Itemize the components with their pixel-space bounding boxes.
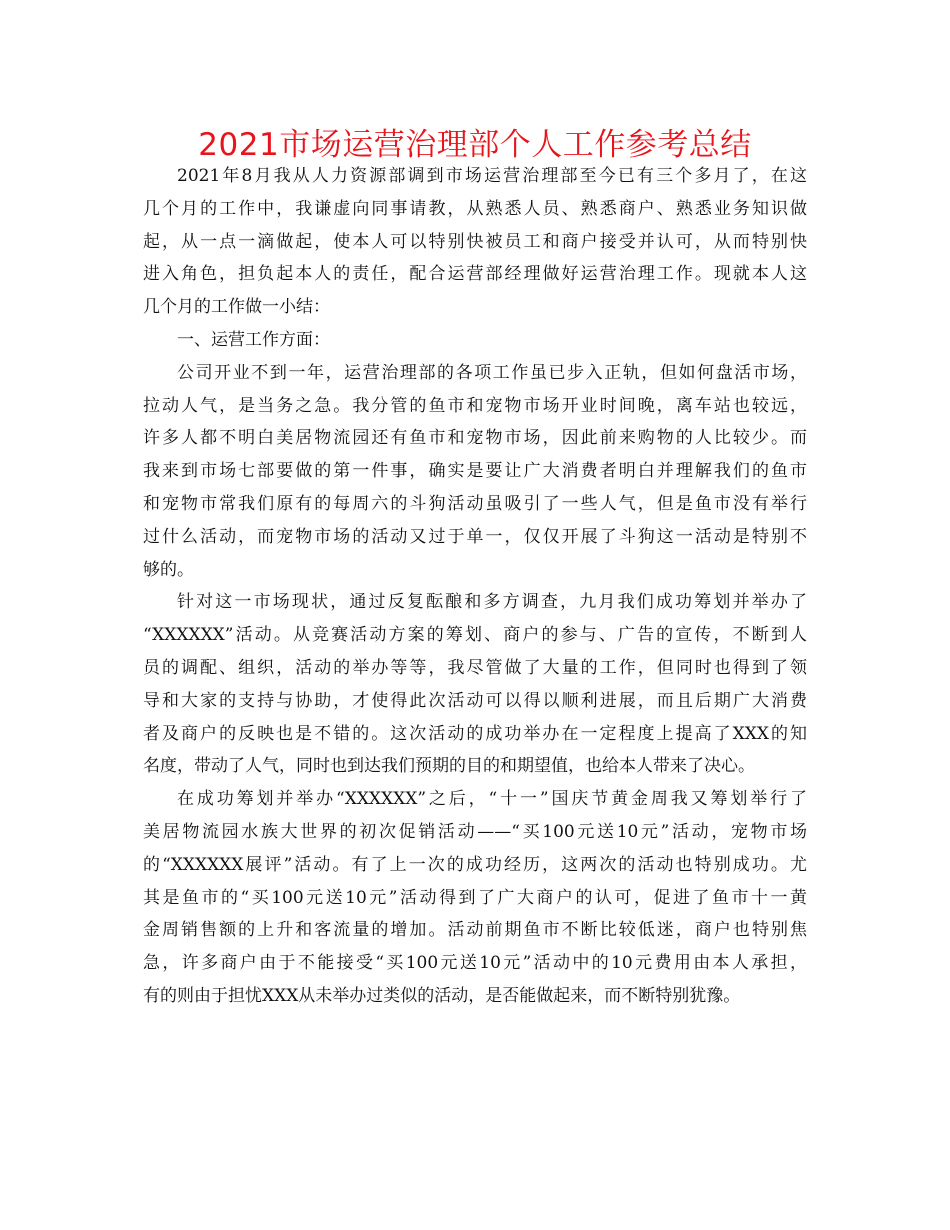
- text-line: 美居物流园水族大世界的初次促销活动——“买100元送10元”活动，宠物市场: [143, 821, 807, 842]
- text-line: 拉动人气，是当务之急。我分管的鱼市和宠物市场开业时间晚，离车站也较远，: [143, 395, 807, 416]
- text-line: 起，从一点一滴做起，使本人可以特别快被员工和商户接受并认可，从而特别快: [143, 231, 807, 252]
- text-line: 者及商户的反映也是不错的。这次活动的成功举办在一定程度上提高了XXX的知: [143, 723, 807, 744]
- text-line: 2021年8月我从人力资源部调到市场运营治理部至今已有三个多月了，在这: [177, 166, 807, 186]
- text-line: 几个月的工作做一小结：: [143, 297, 330, 318]
- text-line: 针对这一市场现状，通过反复酝酿和多方调查，九月我们成功筹划并举办了: [177, 592, 807, 613]
- text-line: 名度，带动了人气，同时也到达我们预期的目的和期望值，也给本人带来了决心。: [143, 756, 755, 777]
- text-line: 许多人都不明白美居物流园还有鱼市和宠物市场，因此前来购物的人比较少。而: [143, 428, 807, 449]
- text-line: 金周销售额的上升和客流量的增加。活动前期鱼市不断比较低迷，商户也特别焦: [143, 920, 807, 941]
- text-line: 员的调配、组织，活动的举办等等，我尽管做了大量的工作，但同时也得到了领: [143, 657, 807, 678]
- text-line: 其是鱼市的“买100元送10元”活动得到了广大商户的认可，促进了鱼市十一黄: [143, 887, 807, 908]
- text-line: 有的则由于担忧XXX从未举办过类似的活动，是否能做起来，而不断特别犹豫。: [143, 985, 741, 1006]
- document-body: [143, 160, 807, 1013]
- text-line: 一、运营工作方面：: [177, 329, 330, 350]
- text-line: 导和大家的支持与协助，才使得此次活动可以得以顺利进展，而且后期广大消费: [143, 690, 807, 711]
- text-line: 和宠物市常我们原有的每周六的斗狗活动虽吸引了一些人气，但是鱼市没有举行: [143, 493, 807, 514]
- text-line: 过什么活动，而宠物市场的活动又过于单一，仅仅开展了斗狗这一活动是特别不: [143, 526, 807, 547]
- text-line: “XXXXXX”活动。从竞赛活动方案的筹划、商户的参与、广告的宣传，不断到人: [143, 625, 807, 646]
- text-line: 几个月的工作中，我谦虚向同事请教，从熟悉人员、熟悉商户、熟悉业务知识做: [143, 198, 807, 219]
- document-title: 2021市场运营治理部个人工作参考总结: [198, 127, 752, 163]
- text-line: 够的。: [143, 559, 194, 580]
- text-line: 我来到市场七部要做的第一件事，确实是要让广大消费者明白并理解我们的鱼市: [143, 461, 807, 482]
- text-line: 公司开业不到一年，运营治理部的各项工作虽已步入正轨，但如何盘活市场，: [177, 362, 807, 383]
- text-line: 的“XXXXXX展评”活动。有了上一次的成功经历，这两次的活动也特别成功。尤: [143, 854, 807, 875]
- text-line: 在成功筹划并举办“XXXXXX”之后，“十一”国庆节黄金周我又筹划举行了: [177, 789, 807, 810]
- text-line: 急，许多商户由于不能接受“买100元送10元”活动中的10元费用由本人承担，: [143, 953, 807, 974]
- text-line: 进入角色，担负起本人的责任，配合运营部经理做好运营治理工作。现就本人这: [143, 264, 807, 285]
